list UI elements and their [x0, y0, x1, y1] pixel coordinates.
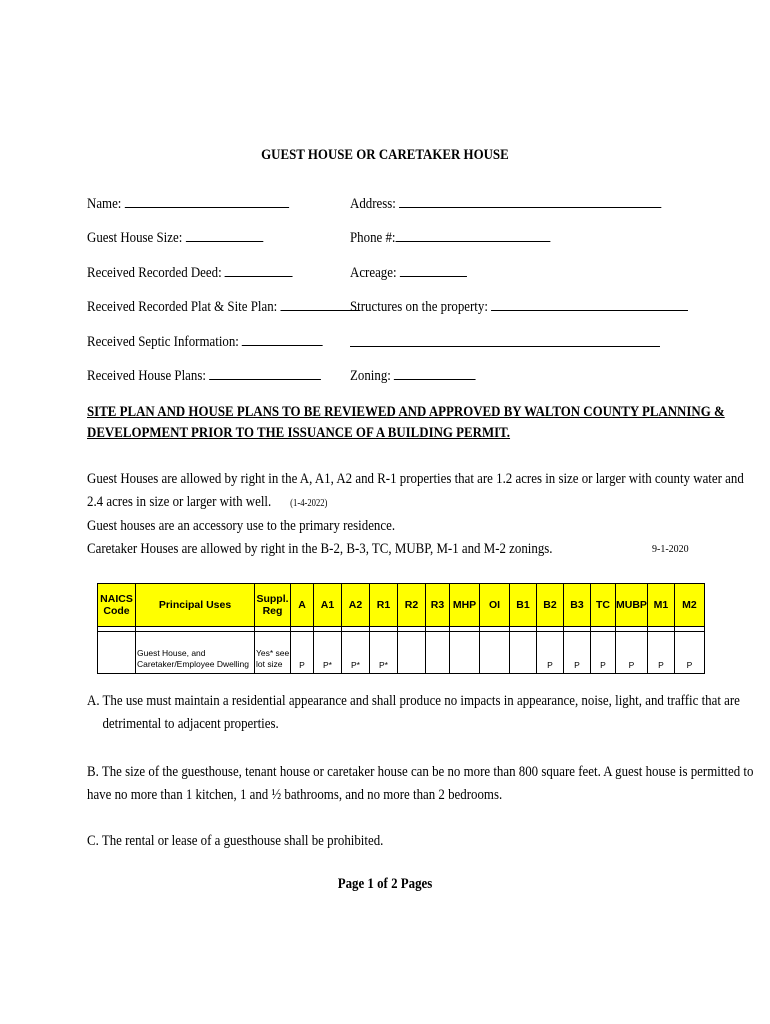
cell-naics [98, 632, 136, 674]
header-m2: M2 [674, 584, 704, 627]
revision-date-2: 9-1-2020 [652, 544, 689, 555]
condition-c: C. The rental or lease of a guesthouse shall be prohibited. [87, 833, 384, 849]
table-header-row [98, 584, 705, 627]
page-title: GUEST HOUSE OR CARETAKER HOUSE [261, 147, 509, 163]
cell-r1: P* [370, 632, 398, 674]
name-blank[interactable] [125, 194, 289, 208]
cell-a2: P* [342, 632, 370, 674]
house-plans-field: Received House Plans: [87, 366, 321, 385]
cell-principal-use: Guest House, and Caretaker/Employee Dwelling [136, 632, 255, 674]
header-r1: R1 [370, 584, 398, 627]
header-oi: OI [480, 584, 510, 627]
septic-field: Received Septic Information: [87, 332, 323, 351]
header-mhp: MHP [450, 584, 480, 627]
header-r3: R3 [426, 584, 450, 627]
cell-a1: P* [314, 632, 342, 674]
page-number: Page 1 of 2 Pages [337, 876, 433, 892]
acreage-field: Acreage: [350, 263, 467, 282]
condition-a: A. The use must maintain a residential appearance and shall produce no impacts in appearance, noise, light, and traffic that are detrimental to adjacent properties. [87, 693, 740, 732]
header-a1: A1 [314, 584, 342, 627]
zoning-field: Zoning: [350, 366, 476, 385]
cell-oi [480, 632, 510, 674]
cell-b3: P [564, 632, 591, 674]
header-a2: A2 [342, 584, 370, 627]
cell-mhp [450, 632, 480, 674]
zoning-blank[interactable] [394, 366, 476, 380]
cell-mubp: P [616, 632, 648, 674]
cell-m2: P [674, 632, 704, 674]
header-mubp: MUBP [616, 584, 648, 627]
name-field: Name: [87, 194, 289, 213]
header-b2: B2 [537, 584, 564, 627]
cell-b1 [510, 632, 537, 674]
house-plans-blank[interactable] [209, 366, 321, 380]
plat-site-plan-blank[interactable] [280, 297, 360, 311]
structures-blank[interactable] [491, 297, 688, 311]
approval-notice: SITE PLAN AND HOUSE PLANS TO BE REVIEWED AND APPROVED BY WALTON COUNTY PLANNING & DEVELOPMENT PRIOR TO THE ISSUANCE OF A BUILDING PERMIT. [87, 404, 725, 441]
header-suppl-reg: Suppl. Reg [255, 584, 291, 627]
plat-site-plan-field: Received Recorded Plat & Site Plan: [87, 297, 360, 316]
cell-r2 [398, 632, 426, 674]
acreage-blank[interactable] [400, 263, 467, 277]
table-row [98, 632, 705, 674]
structures-continuation-blank[interactable] [350, 346, 660, 347]
address-field: Address: [350, 194, 661, 213]
zoning-use-table [97, 583, 705, 674]
header-principal-uses: Principal Uses [136, 584, 255, 627]
header-naics: NAICS Code [98, 584, 136, 627]
revision-date: (1-4-2022) [290, 498, 328, 509]
phone-blank[interactable] [396, 228, 551, 242]
header-tc: TC [591, 584, 616, 627]
intro-text: Guest Houses are allowed by right in the A, A1, A2 and R-1 properties that are 1.2 acres in size or larger with county water and 2.4 acres in size or larger with well. (1-4-2022) Guest houses are an accessory use to the primary residence. Caretaker Houses are allowed by right in the B-2, B-3, TC, MUBP, M-1 and M-2 zonings. [87, 471, 744, 557]
guest-house-size-blank[interactable] [186, 228, 263, 242]
header-r2: R2 [398, 584, 426, 627]
recorded-deed-field: Received Recorded Deed: [87, 263, 293, 282]
condition-b: B. The size of the guesthouse, tenant house or caretaker house can be no more than 800 square feet. A guest house is permitted to have no more than 1 kitchen, 1 and ½ bathrooms, and no more than 2 bedrooms. [87, 764, 754, 803]
phone-field: Phone #: [350, 228, 550, 247]
header-a: A [291, 584, 314, 627]
cell-r3 [426, 632, 450, 674]
header-b1: B1 [510, 584, 537, 627]
cell-suppl-reg: Yes* see lot size [255, 632, 291, 674]
cell-a: P [291, 632, 314, 674]
cell-tc: P [591, 632, 616, 674]
cell-m1: P [647, 632, 674, 674]
structures-field: Structures on the property: [350, 297, 688, 316]
cell-b2: P [537, 632, 564, 674]
header-b3: B3 [564, 584, 591, 627]
septic-blank[interactable] [242, 332, 323, 346]
recorded-deed-blank[interactable] [225, 263, 293, 277]
address-blank[interactable] [399, 194, 661, 208]
guest-house-size-field: Guest House Size: [87, 228, 263, 247]
header-m1: M1 [647, 584, 674, 627]
